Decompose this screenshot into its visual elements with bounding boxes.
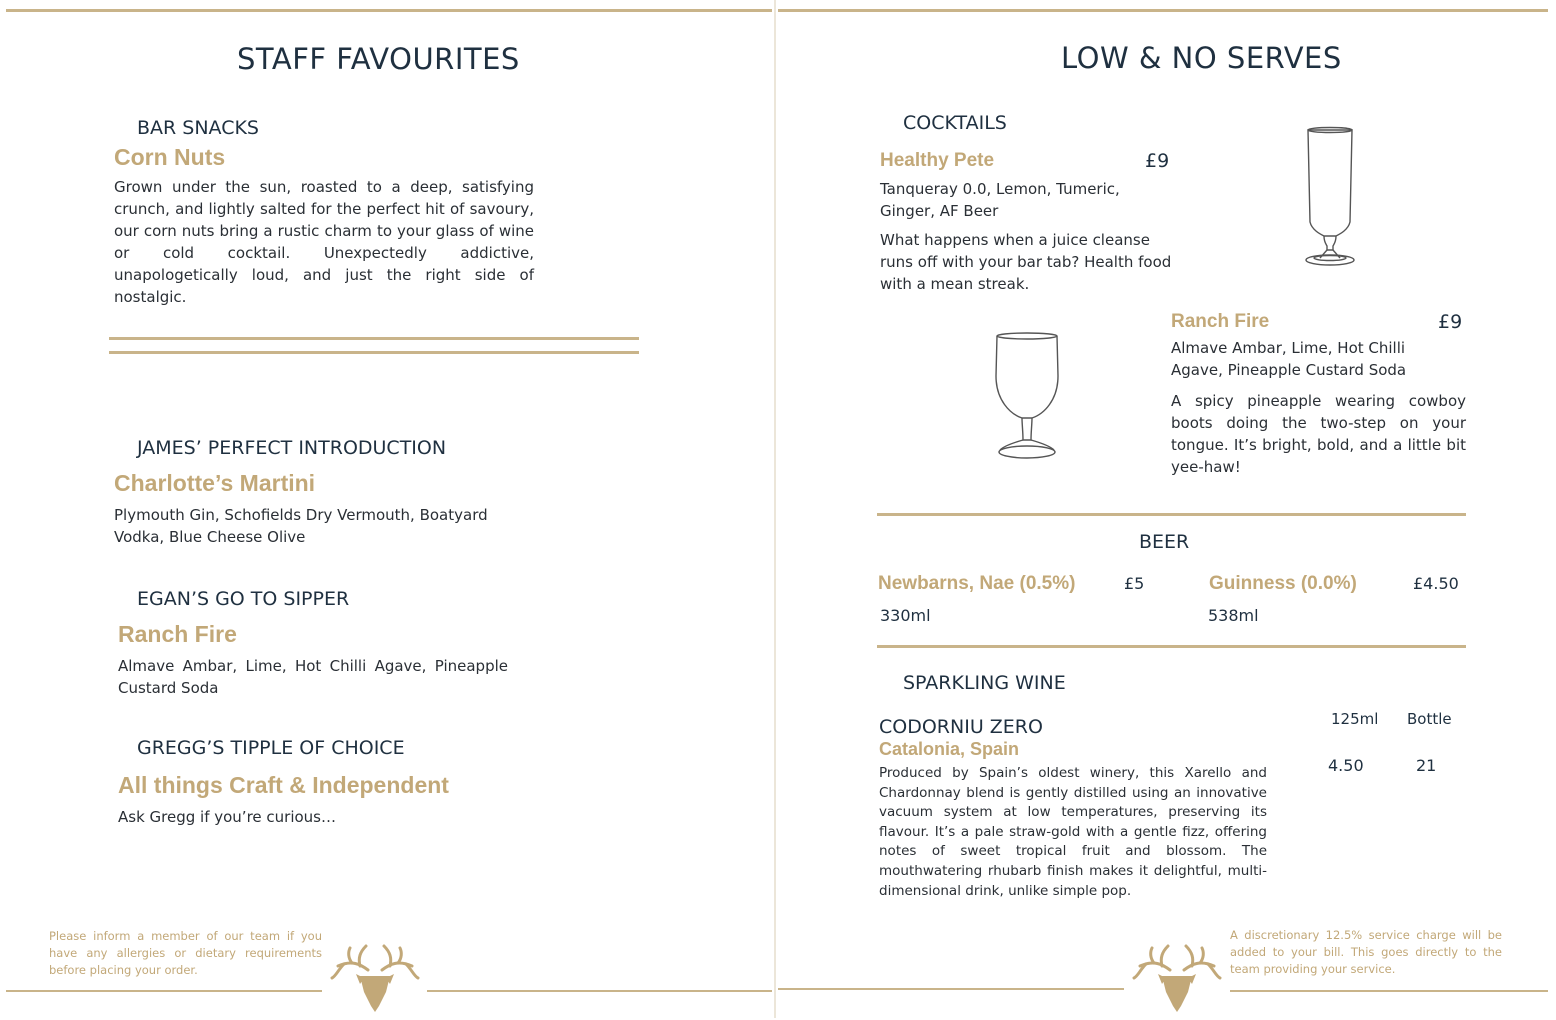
top-rule-right [778, 9, 1548, 12]
item-newbarns-nae: Newbarns, Nae (0.5%) [878, 573, 1076, 594]
allergy-note: Please inform a member of our team if you have any allergies or dietary requirements before placing your order. [49, 929, 322, 977]
section-bar-snacks: BAR SNACKS [137, 117, 259, 139]
page-title-left: STAFF FAVOURITES [237, 42, 520, 76]
left-double-rule-bottom [109, 351, 639, 354]
service-charge-note: A discretionary 12.5% service charge will be added to your bill. This goes directly to the team providing your service. [1230, 928, 1502, 976]
section-egan: EGAN’S GO TO SIPPER [137, 588, 350, 610]
codorniu-description: Produced by Spain’s oldest winery, this Xarello and Chardonnay blend is gently distilled using an innovative vacuum system at low temperatures, preserving its flavour. It’s a pale straw-gold with a gentle fizz, offering notes of sweet tropical fruit and blossom. The mouthwatering rhubarb finish makes it delightful, multi-dimensional drink, unlike simple pop. [879, 765, 1267, 899]
stag-head-icon [1132, 940, 1222, 1016]
gregg-description: Ask Gregg if you’re curious… [118, 808, 336, 826]
rule-above-beer [877, 513, 1466, 516]
codorniu-price-bottle: 21 [1416, 756, 1437, 775]
item-charlottes-martini: Charlotte’s Martini [114, 470, 316, 496]
item-craft-independent: All things Craft & Independent [118, 772, 449, 798]
healthy-pete-ingredients: Tanqueray 0.0, Lemon, Tumeric, Ginger, AF Beer [880, 180, 1120, 220]
codorniu-price-125: 4.50 [1328, 756, 1364, 775]
page-fold [774, 0, 776, 1018]
charlottes-martini-description: Plymouth Gin, Schofields Dry Vermouth, Boatyard Vodka, Blue Cheese Olive [114, 506, 488, 546]
item-ranch-fire-right: Ranch Fire [1171, 311, 1270, 332]
bottom-rule-left-a [6, 990, 322, 992]
left-double-rule-top [109, 337, 639, 340]
bottom-rule-left-b [427, 990, 772, 992]
section-james: JAMES’ PERFECT INTRODUCTION [137, 437, 447, 459]
newbarns-price: £5 [1124, 574, 1145, 593]
guinness-size: 538ml [1208, 606, 1259, 625]
healthy-pete-description: What happens when a juice cleanse runs off with your bar tab? Health food with a mean streak. [880, 231, 1172, 293]
ranch-fire-left-description: Almave Ambar, Lime, Hot Chilli Agave, Pineapple Custard Soda [118, 657, 508, 697]
champagne-flute-icon [1300, 126, 1360, 270]
item-codorniu-zero: CODORNIU ZERO [879, 716, 1043, 738]
healthy-pete-price: £9 [1145, 150, 1170, 172]
item-guinness: Guinness (0.0%) [1209, 573, 1357, 594]
guinness-price: £4.50 [1413, 574, 1459, 593]
ranch-fire-right-description: A spicy pineapple wearing cowboy boots doing the two-step on your tongue. It’s bright, bold, and a little bit yee-haw! [1171, 392, 1466, 476]
section-beer: BEER [1139, 531, 1190, 553]
ranch-fire-right-ingredients: Almave Ambar, Lime, Hot Chilli Agave, Pineapple Custard Soda [1171, 339, 1407, 379]
col-125ml: 125ml [1331, 710, 1379, 728]
item-ranch-fire-left: Ranch Fire [118, 621, 237, 647]
ranch-fire-right-price: £9 [1438, 311, 1463, 333]
goblet-glass-icon [990, 330, 1064, 462]
item-corn-nuts: Corn Nuts [114, 144, 226, 170]
newbarns-size: 330ml [880, 606, 931, 625]
stag-head-icon [330, 940, 420, 1016]
item-healthy-pete: Healthy Pete [880, 150, 995, 171]
section-cocktails: COCKTAILS [903, 112, 1007, 134]
page-title-right: LOW & NO SERVES [1061, 41, 1342, 75]
codorniu-region: Catalonia, Spain [879, 739, 1020, 759]
bottom-rule-right-b [1230, 990, 1548, 992]
top-rule-left [6, 9, 772, 12]
bottom-rule-right-a [778, 988, 1124, 990]
section-gregg: GREGG’S TIPPLE OF CHOICE [137, 737, 405, 759]
rule-above-sparkling [877, 645, 1466, 648]
col-bottle: Bottle [1407, 710, 1452, 728]
section-sparkling-wine: SPARKLING WINE [903, 672, 1066, 694]
corn-nuts-description: Grown under the sun, roasted to a deep, satisfying crunch, and lightly salted for the perfect hit of savoury, our corn nuts bring a rustic charm to your glass of wine or cold cocktail. Unexpectedly addictive, unapologetically loud, and just the right side of nostalgic. [114, 178, 534, 306]
